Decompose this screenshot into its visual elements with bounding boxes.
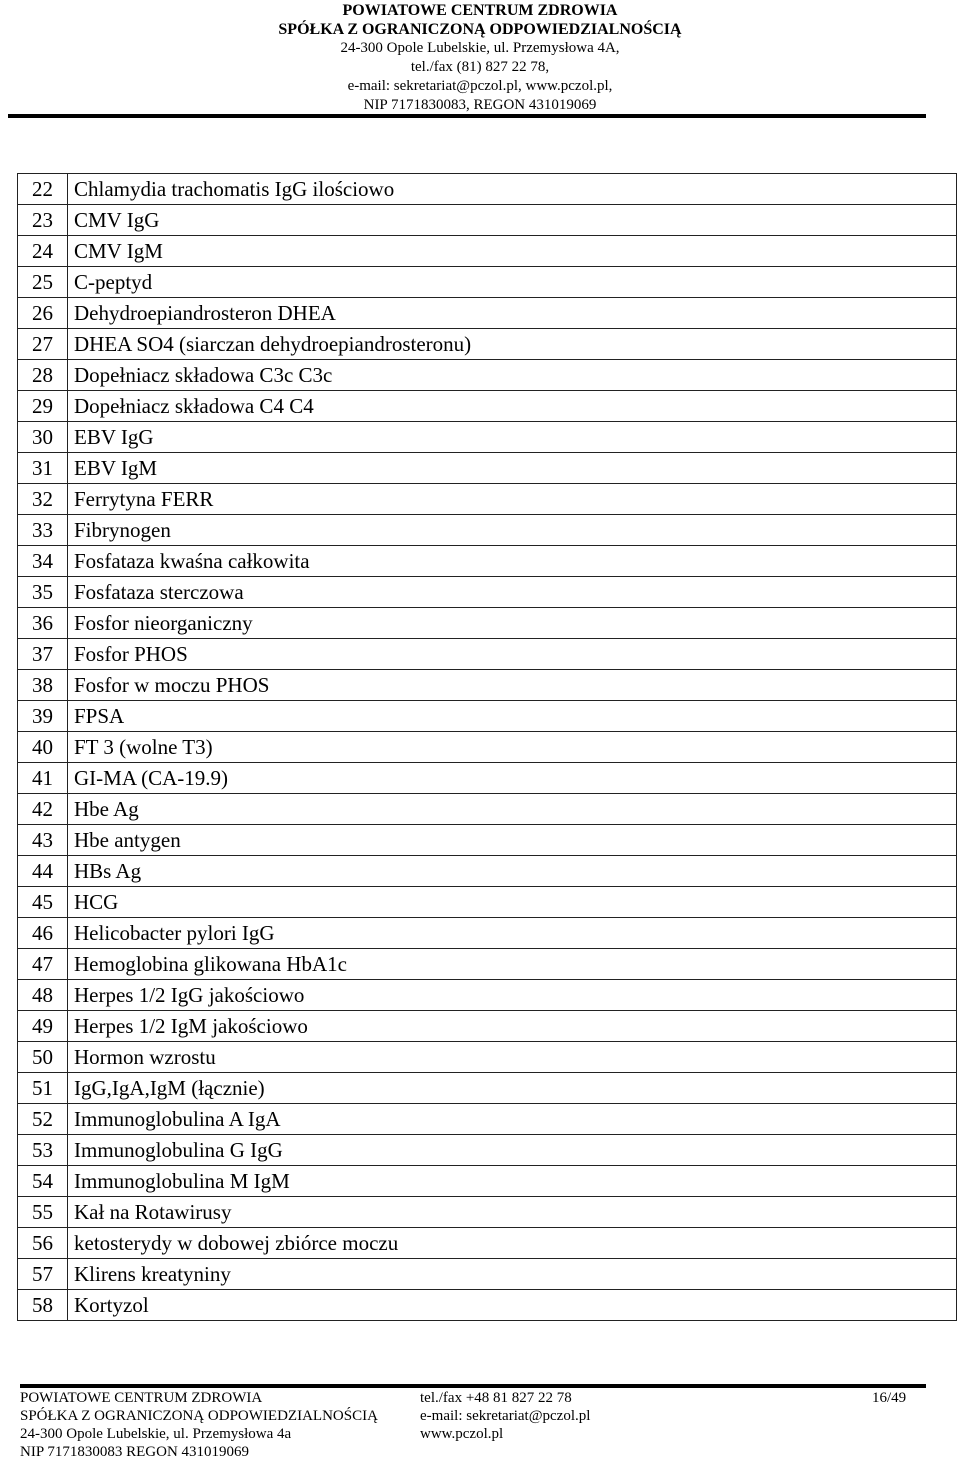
row-number: 44: [18, 856, 68, 887]
test-name: Fosfataza kwaśna całkowita: [68, 546, 957, 577]
table-row: [18, 298, 957, 329]
table-row: [18, 1042, 957, 1073]
row-number: 30: [18, 422, 68, 453]
row-number: 57: [18, 1259, 68, 1290]
row-number: 49: [18, 1011, 68, 1042]
footer-company-block: [20, 1389, 378, 1461]
row-number: 50: [18, 1042, 68, 1073]
test-name: DHEA SO4 (siarczan dehydroepiandrosteronu): [68, 329, 957, 360]
test-name: FPSA: [68, 701, 957, 732]
table-row: [18, 856, 957, 887]
test-name: Herpes 1/2 IgG jakościowo: [68, 980, 957, 1011]
test-name: Dopełniacz składowa C3c C3c: [68, 360, 957, 391]
header-company-type: SPÓŁKA Z OGRANICZONĄ ODPOWIEDZIALNOŚCIĄ: [278, 21, 682, 38]
table-row: [18, 484, 957, 515]
table-row: [18, 515, 957, 546]
table-row: [18, 1011, 957, 1042]
row-number: 43: [18, 825, 68, 856]
test-name: Ferrytyna FERR: [68, 484, 957, 515]
row-number: 56: [18, 1228, 68, 1259]
table-row: [18, 1259, 957, 1290]
footer-company-name: POWIATOWE CENTRUM ZDROWIA: [20, 1390, 263, 1406]
row-number: 48: [18, 980, 68, 1011]
test-name: Fosfor nieorganiczny: [68, 608, 957, 639]
test-name: EBV IgM: [68, 453, 957, 484]
row-number: 54: [18, 1166, 68, 1197]
header-company-name: POWIATOWE CENTRUM ZDROWIA: [342, 2, 618, 19]
table-row: [18, 1104, 957, 1135]
test-name: Klirens kreatyniny: [68, 1259, 957, 1290]
test-name: Kał na Rotawirusy: [68, 1197, 957, 1228]
row-number: 24: [18, 236, 68, 267]
row-number: 58: [18, 1290, 68, 1321]
test-name: Fosfataza sterczowa: [68, 577, 957, 608]
footer-website: www.pczol.pl: [420, 1426, 504, 1442]
test-name: CMV IgM: [68, 236, 957, 267]
table-row: [18, 980, 957, 1011]
test-name: Chlamydia trachomatis IgG ilościowo: [68, 174, 957, 205]
row-number: 39: [18, 701, 68, 732]
test-name: Fibrynogen: [68, 515, 957, 546]
row-number: 23: [18, 205, 68, 236]
table-row: [18, 1290, 957, 1321]
test-name: Immunoglobulina M IgM: [68, 1166, 957, 1197]
table-row: [18, 205, 957, 236]
test-name: C-peptyd: [68, 267, 957, 298]
page-header: [0, 0, 960, 115]
test-name: Hbe antygen: [68, 825, 957, 856]
row-number: 31: [18, 453, 68, 484]
footer-phone: tel./fax +48 81 827 22 78: [420, 1390, 572, 1406]
test-name: Hbe Ag: [68, 794, 957, 825]
header-address: 24-300 Opole Lubelskie, ul. Przemysłowa 4A,: [340, 40, 620, 56]
table-row: [18, 825, 957, 856]
test-name: FT 3 (wolne T3): [68, 732, 957, 763]
page-number: 16/49: [872, 1390, 907, 1406]
row-number: 37: [18, 639, 68, 670]
footer-company-type: SPÓŁKA Z OGRANICZONĄ ODPOWIEDZIALNOŚCIĄ: [20, 1408, 378, 1424]
row-number: 29: [18, 391, 68, 422]
row-number: 28: [18, 360, 68, 391]
row-number: 51: [18, 1073, 68, 1104]
header-email: e-mail: sekretariat@pczol.pl, www.pczol.pl,: [347, 78, 613, 94]
test-list-table: [17, 173, 957, 1321]
table-row: [18, 918, 957, 949]
row-number: 52: [18, 1104, 68, 1135]
test-name: Immunoglobulina G IgG: [68, 1135, 957, 1166]
header-divider: [8, 114, 926, 118]
table-row: [18, 763, 957, 794]
test-name: CMV IgG: [68, 205, 957, 236]
test-name: HBs Ag: [68, 856, 957, 887]
test-name: GI-MA (CA-19.9): [68, 763, 957, 794]
header-phone: tel./fax (81) 827 22 78,: [410, 59, 550, 75]
table-row: [18, 887, 957, 918]
table-row: [18, 329, 957, 360]
test-name: Hormon wzrostu: [68, 1042, 957, 1073]
table-row: [18, 1197, 957, 1228]
row-number: 22: [18, 174, 68, 205]
test-name: Kortyzol: [68, 1290, 957, 1321]
row-number: 25: [18, 267, 68, 298]
test-name: Herpes 1/2 IgM jakościowo: [68, 1011, 957, 1042]
footer-contact-block: [420, 1389, 590, 1443]
footer-address: 24-300 Opole Lubelskie, ul. Przemysłowa 4a: [20, 1426, 292, 1442]
table-row: [18, 1073, 957, 1104]
test-name: IgG,IgA,IgM (łącznie): [68, 1073, 957, 1104]
table-row: [18, 360, 957, 391]
table-row: [18, 794, 957, 825]
table-row: [18, 422, 957, 453]
row-number: 32: [18, 484, 68, 515]
footer-divider: [20, 1384, 926, 1388]
table-row: [18, 577, 957, 608]
footer-email: e-mail: sekretariat@pczol.pl: [420, 1408, 591, 1424]
header-nip-regon: NIP 7171830083, REGON 431019069: [363, 97, 597, 113]
row-number: 26: [18, 298, 68, 329]
test-name: Helicobacter pylori IgG: [68, 918, 957, 949]
row-number: 27: [18, 329, 68, 360]
table-row: [18, 546, 957, 577]
test-name: Dehydroepiandrosteron DHEA: [68, 298, 957, 329]
row-number: 40: [18, 732, 68, 763]
table-row: [18, 949, 957, 980]
row-number: 41: [18, 763, 68, 794]
test-name: Immunoglobulina A IgA: [68, 1104, 957, 1135]
table-row: [18, 1228, 957, 1259]
table-row: [18, 391, 957, 422]
row-number: 36: [18, 608, 68, 639]
footer-nip-regon: NIP 7171830083 REGON 431019069: [20, 1444, 250, 1460]
table-row: [18, 639, 957, 670]
row-number: 53: [18, 1135, 68, 1166]
test-name: Dopełniacz składowa C4 C4: [68, 391, 957, 422]
row-number: 45: [18, 887, 68, 918]
test-name: Hemoglobina glikowana HbA1c: [68, 949, 957, 980]
table-row: [18, 608, 957, 639]
row-number: 47: [18, 949, 68, 980]
table-row: [18, 174, 957, 205]
table-row: [18, 453, 957, 484]
table-row: [18, 670, 957, 701]
table-row: [18, 267, 957, 298]
table-row: [18, 732, 957, 763]
test-name: ketosterydy w dobowej zbiórce moczu: [68, 1228, 957, 1259]
table-row: [18, 1166, 957, 1197]
row-number: 46: [18, 918, 68, 949]
row-number: 55: [18, 1197, 68, 1228]
table-row: [18, 236, 957, 267]
test-name: Fosfor PHOS: [68, 639, 957, 670]
row-number: 34: [18, 546, 68, 577]
row-number: 38: [18, 670, 68, 701]
table-row: [18, 1135, 957, 1166]
test-name: Fosfor w moczu PHOS: [68, 670, 957, 701]
test-name: EBV IgG: [68, 422, 957, 453]
row-number: 42: [18, 794, 68, 825]
row-number: 35: [18, 577, 68, 608]
row-number: 33: [18, 515, 68, 546]
table-row: [18, 701, 957, 732]
test-name: HCG: [68, 887, 957, 918]
